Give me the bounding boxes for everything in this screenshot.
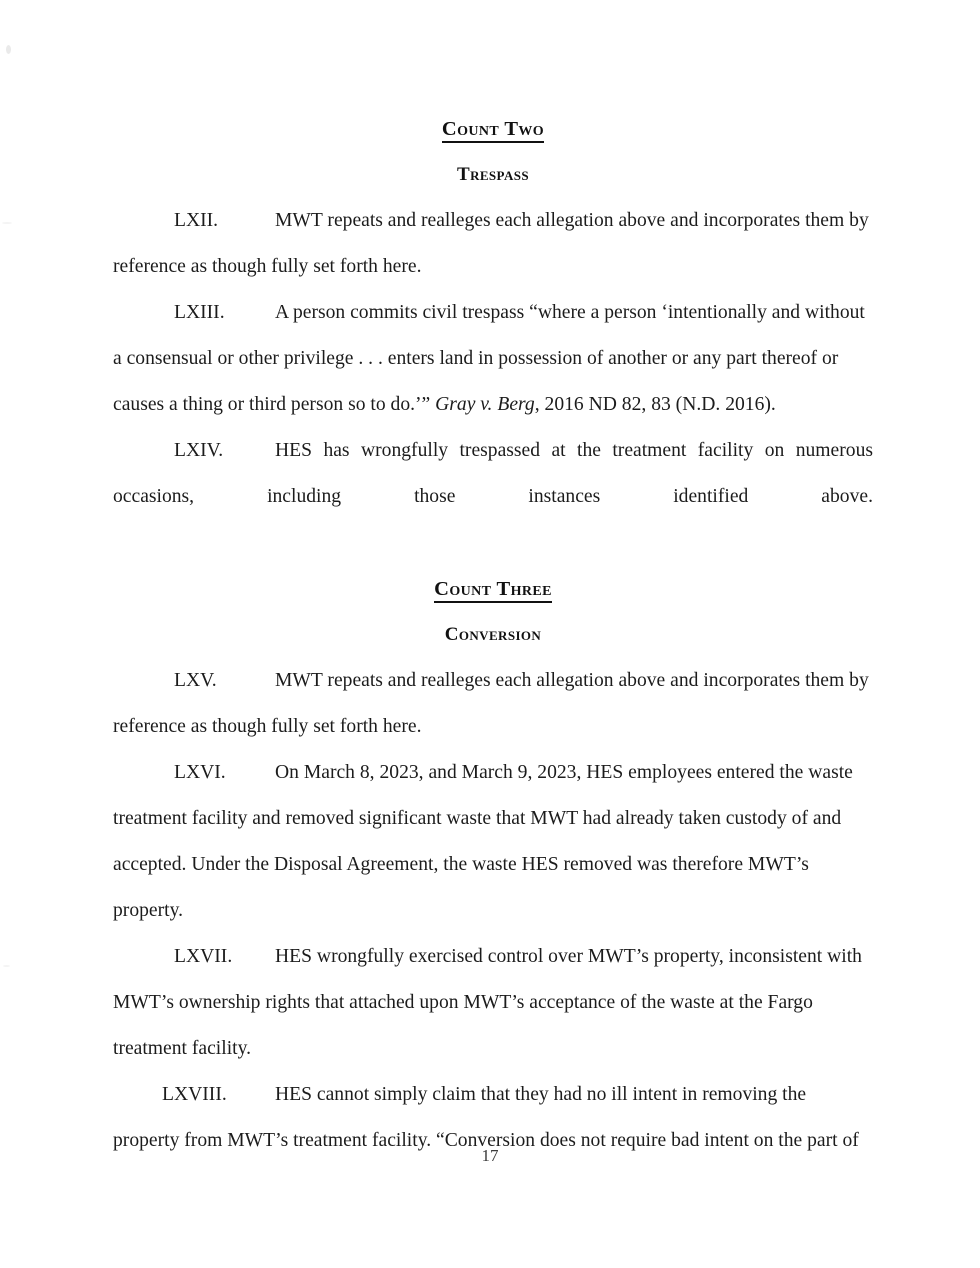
paragraph-number: LXIV.: [174, 440, 224, 461]
paragraph-text-after-citation: , 2016 ND 82, 83 (N.D. 2016).: [534, 394, 776, 415]
paragraph-number: LXVII.: [174, 946, 233, 967]
page-number: 17: [481, 1146, 499, 1165]
paragraph-lxvi: [113, 750, 873, 934]
count-two-heading: [113, 106, 873, 152]
paragraph-number: LXV.: [174, 670, 217, 691]
count-two-claim-heading: [113, 152, 873, 198]
paragraph-text: HES has wrongfully trespassed at the treatment facility on numerous occasions, including those instances identified above.: [113, 440, 873, 507]
paragraph-text: MWT repeats and realleges each allegation above and incorporates them by reference as though fully set forth here.: [113, 670, 869, 737]
count-two-claim-heading-text: Trespass: [457, 164, 529, 185]
count-three-claim-heading-text: Conversion: [444, 624, 542, 645]
paragraph-number: LXVI.: [174, 762, 226, 783]
paragraph-number: LXVIII.: [162, 1084, 227, 1105]
paragraph-lxiv: [113, 428, 873, 566]
document-body: [113, 106, 873, 1164]
scan-artifact-speck: [6, 45, 11, 54]
count-three-claim-heading: [113, 612, 873, 658]
paragraph-lxiii: [113, 290, 873, 428]
paragraph-text-before-citation: A person commits civil trespass “where a person ‘intentionally and without a consensual or other privilege . . . enters land in possession of another or any part thereof or causes a thing or third person so to do.’”: [113, 302, 865, 415]
scan-artifact-speck: [3, 965, 10, 967]
case-citation: Gray v. Berg: [435, 394, 535, 415]
paragraph-text: HES cannot simply claim that they had no ill intent in removing the property from MWT’s treatment facility. “Conversion does not require bad intent on the part of: [113, 1084, 859, 1151]
count-three-heading: [113, 566, 873, 612]
paragraph-lxii: [113, 198, 873, 290]
paragraph-number: LXII.: [174, 210, 219, 231]
paragraph-text: HES wrongfully exercised control over MWT’s property, inconsistent with MWT’s ownership rights that attached upon MWT’s acceptance of the waste at the Fargo treatment facility.: [113, 946, 862, 1059]
paragraph-number: LXIII.: [174, 302, 225, 323]
count-two-heading-text: Count Two: [442, 118, 544, 143]
paragraph-text: MWT repeats and realleges each allegation above and incorporates them by reference as though fully set forth here.: [113, 210, 869, 277]
paragraph-lxv: [113, 658, 873, 750]
paragraph-text: On March 8, 2023, and March 9, 2023, HES employees entered the waste treatment facility and removed significant waste that MWT had already taken custody of and accepted. Under the Disposal Agreement, the waste HES removed was therefore MWT’s property.: [113, 762, 853, 921]
scan-artifact-speck: [2, 222, 12, 224]
count-three-heading-text: Count Three: [434, 578, 552, 603]
paragraph-lxvii: [113, 934, 873, 1072]
